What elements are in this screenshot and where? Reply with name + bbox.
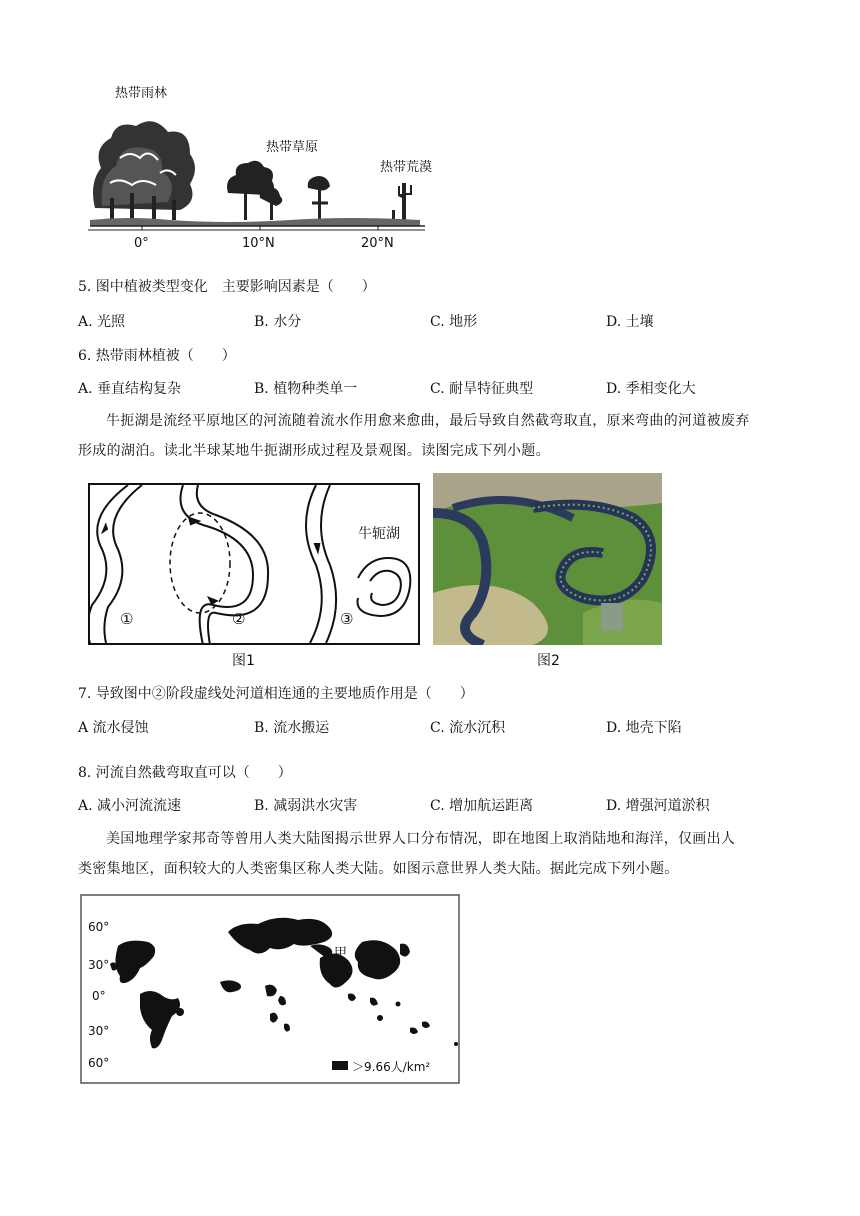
lat-label-30s: 30° bbox=[88, 1024, 110, 1038]
q8-option-a: A. 减小河流流速 bbox=[78, 798, 182, 814]
oxbow-diagram bbox=[88, 483, 420, 645]
world-population-map bbox=[80, 894, 460, 1084]
aerial-photo-image bbox=[433, 473, 662, 645]
q7-option-c: C. 流水沉积 bbox=[430, 720, 506, 736]
passage-oxbow-line1: 牛扼湖是流经平原地区的河流随着流水作用愈来愈曲，最后导致自然截弯取直，原来弯曲的河道被废弃 bbox=[106, 413, 750, 429]
passage-human-line2: 类密集地区，面积较大的人类密集区称人类大陆。如图示意世界人类大陆。据此完成下列小题。 bbox=[78, 861, 679, 877]
q6-option-c: C. 耐旱特征典型 bbox=[430, 381, 534, 397]
question-6: 6. 热带雨林植被（ ） bbox=[78, 348, 236, 364]
map-legend-text: ＞9.66人/km² bbox=[352, 1060, 431, 1074]
region-label-jia: 甲 bbox=[334, 946, 348, 961]
question-5: 5. 图中植被类型变化 主要影响因素是（ ） bbox=[78, 279, 376, 295]
q8-option-d: D. 增强河道淤积 bbox=[606, 798, 710, 814]
q7-option-b: B. 流水搬运 bbox=[254, 720, 330, 736]
stage-2-label: ② bbox=[232, 610, 246, 628]
tick-20n: 20°N bbox=[361, 236, 394, 251]
vegetation-figure bbox=[80, 78, 440, 258]
q5-option-a: A. 光照 bbox=[78, 314, 126, 330]
tick-10n: 10°N bbox=[242, 236, 275, 251]
q5-option-c: C. 地形 bbox=[430, 314, 478, 330]
lat-label-60n: 60° bbox=[88, 920, 110, 934]
world-map-drawing bbox=[80, 894, 460, 1084]
q6-option-b: B. 植物种类单一 bbox=[254, 381, 358, 397]
tick-0: 0° bbox=[134, 236, 149, 251]
lat-label-30n: 30° bbox=[88, 958, 110, 972]
oxbow-diagram-drawing bbox=[88, 483, 420, 645]
figure-2-caption: 图2 bbox=[537, 653, 560, 669]
passage-oxbow bbox=[78, 406, 778, 466]
lat-label-0: 0° bbox=[92, 989, 106, 1003]
oxbow-lake-label: 牛轭湖 bbox=[358, 526, 400, 542]
q6-option-a: A. 垂直结构复杂 bbox=[78, 381, 182, 397]
q8-option-b: B. 减弱洪水灾害 bbox=[254, 798, 358, 814]
q7-option-a: A 流水侵蚀 bbox=[78, 720, 149, 736]
label-rainforest: 热带雨林 bbox=[115, 86, 168, 101]
passage-oxbow-line2: 形成的湖泊。读北半球某地牛扼湖形成过程及景观图。读图完成下列小题。 bbox=[78, 443, 550, 459]
figure-1-caption: 图1 bbox=[232, 653, 255, 669]
question-8: 8. 河流自然截弯取直可以（ ） bbox=[78, 765, 292, 781]
stage-1-label: ① bbox=[120, 610, 134, 628]
passage-human-line1: 美国地理学家邦奇等曾用人类大陆图揭示世界人口分布情况，即在地图上取消陆地和海洋，仅画出人 bbox=[106, 831, 736, 847]
q7-option-d: D. 地壳下陷 bbox=[606, 720, 682, 736]
q8-option-c: C. 增加航运距离 bbox=[430, 798, 534, 814]
oxbow-photo bbox=[433, 473, 662, 645]
question-7: 7. 导致图中②阶段虚线处河道相连通的主要地质作用是（ ） bbox=[78, 686, 474, 702]
lat-label-60s: 60° bbox=[88, 1056, 110, 1070]
stage-3-label: ③ bbox=[340, 610, 354, 628]
passage-human-continents bbox=[78, 824, 778, 884]
q6-option-d: D. 季相变化大 bbox=[606, 381, 696, 397]
label-savanna: 热带草原 bbox=[266, 140, 319, 155]
q5-option-b: B. 水分 bbox=[254, 314, 302, 330]
q5-option-d: D. 土壤 bbox=[606, 314, 654, 330]
label-desert: 热带荒漠 bbox=[380, 160, 433, 175]
